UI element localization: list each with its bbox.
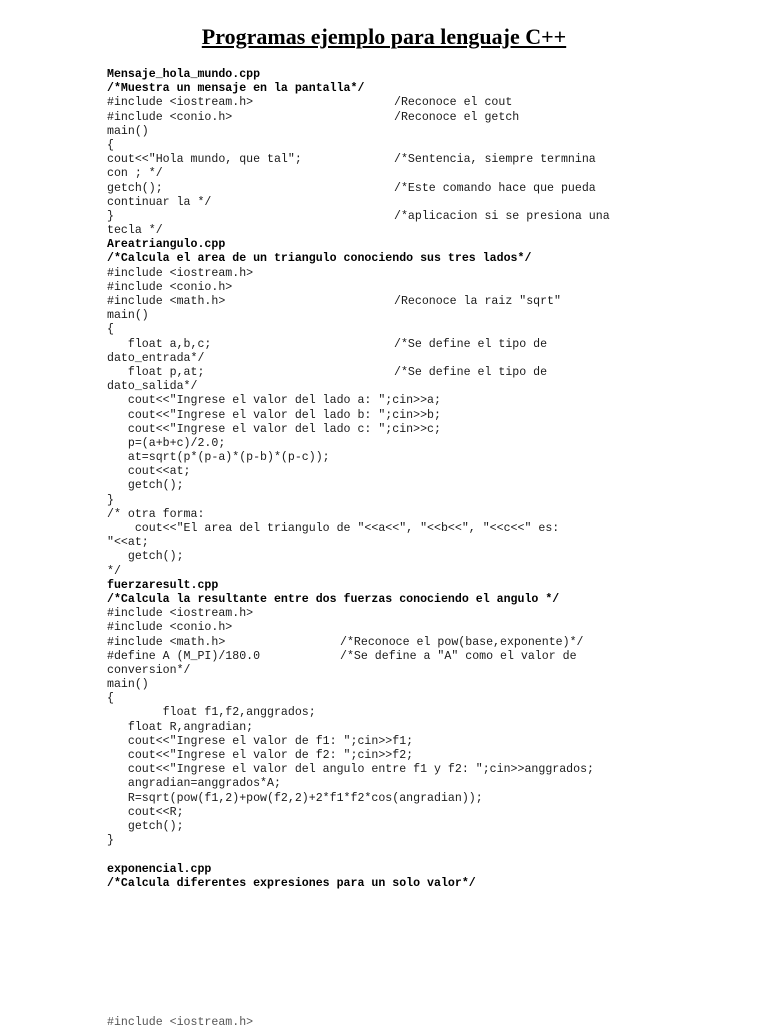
code-line: {	[107, 323, 114, 337]
code-comment: /*Se define el tipo de	[394, 337, 548, 351]
code-line: cout<<"Ingrese el valor del angulo entre f1 y f2: ";cin>>anggrados;	[107, 763, 595, 777]
code-line: #include <conio.h> /Reconoce el getch	[107, 110, 520, 124]
code-line: float R,angradian;	[107, 720, 254, 734]
code-line: #include <iostream.h>	[107, 607, 254, 621]
code-line: float p,at; /*Se define el tipo de	[107, 365, 548, 379]
code-line: cout<<R;	[107, 805, 184, 819]
code-line: #include <math.h> /Reconoce la raiz "sqrt"	[107, 295, 561, 308]
code-line: R=sqrt(pow(f1,2)+pow(f2,2)+2*f1*f2*cos(angradian));	[107, 791, 483, 805]
code-line: } /*aplicacion si se presiona una	[107, 209, 610, 223]
code-line: #define A (M_PI)/180.0 /*Se define a "A" como el valor de	[107, 649, 577, 663]
code-line: */	[107, 564, 121, 578]
code-line: float f1,f2,anggrados;	[107, 706, 316, 720]
code-line: main()	[107, 678, 149, 692]
code-line: conversion*/	[107, 663, 191, 677]
code-line: dato_entrada*/	[107, 351, 205, 365]
code-line: getch();	[107, 819, 184, 833]
section-heading-hola-mundo: /*Muestra un mensaje en la pantalla*/	[107, 82, 365, 96]
code-line: getch();	[107, 479, 184, 493]
code-line: #include <conio.h>	[107, 621, 233, 635]
code-line: #include <math.h> /*Reconoce el pow(base,exponente)*/	[107, 635, 584, 649]
section-heading-exponencial: /*Calcula diferentes expresiones para un solo valor*/	[107, 876, 476, 890]
code-comment: /*Se define a "A" como el valor de	[340, 649, 577, 663]
code-comment: /*aplicacion si se presiona una	[394, 209, 610, 223]
filename-hola-mundo: Mensaje_hola_mundo.cpp	[107, 68, 261, 81]
code-line: angradian=anggrados*A;	[107, 777, 281, 791]
code-line: getch(); /*Este comando hace que pueda	[107, 181, 596, 195]
code-line: float a,b,c; /*Se define el tipo de	[107, 337, 548, 351]
code-line: cout<<"Ingrese el valor de f1: ";cin>>f1;	[107, 734, 414, 748]
code-comment: /*Este comando hace que pueda	[394, 181, 596, 195]
code-line: con ; */	[107, 167, 163, 181]
cutoff-code-line: #include <iostream.h>	[107, 1016, 254, 1029]
code-line: continuar la */	[107, 195, 212, 209]
code-line: #include <conio.h>	[107, 280, 233, 294]
filename-exponencial: exponencial.cpp	[107, 862, 212, 876]
code-line: #include <iostream.h>	[107, 266, 254, 280]
blank-line	[107, 848, 747, 862]
code-comment: /Reconoce la raiz "sqrt"	[394, 295, 561, 308]
page-title: Programas ejemplo para lenguaje C++	[201, 24, 567, 49]
section-heading-areatriangulo: /*Calcula el area de un triangulo conociendo sus tres lados*/	[107, 252, 532, 266]
code-line: "<<at;	[107, 536, 149, 550]
code-line: cout<<"Hola mundo, que tal"; /*Sentencia, siempre termnina	[107, 153, 596, 167]
code-line: cout<<"Ingrese el valor del lado c: ";cin>>c;	[107, 422, 441, 436]
code-line: dato_salida*/	[107, 380, 198, 394]
code-comment: /Reconoce el cout	[394, 96, 513, 110]
code-line: }	[107, 493, 114, 507]
filename-areatriangulo: Areatriangulo.cpp	[107, 238, 226, 252]
code-line: cout<<at;	[107, 465, 191, 479]
code-line: cout<<"Ingrese el valor del lado b: ";cin>>b;	[107, 408, 441, 422]
code-line: cout<<"El area del triangulo de "<<a<<", "<<b<<", "<<c<<" es:	[107, 522, 560, 535]
code-line: {	[107, 692, 114, 706]
code-comment: /*Reconoce el pow(base,exponente)*/	[340, 635, 584, 649]
code-line: main()	[107, 124, 149, 138]
code-line: cout<<"Ingrese el valor del lado a: ";cin>>a;	[107, 394, 441, 408]
code-listing	[107, 68, 747, 891]
code-line: p=(a+b+c)/2.0;	[107, 436, 226, 450]
code-line: /* otra forma:	[107, 507, 205, 521]
filename-fuerzaresult: fuerzaresult.cpp	[107, 578, 219, 592]
code-line: tecla */	[107, 224, 163, 238]
code-line: cout<<"Ingrese el valor de f2: ";cin>>f2;	[107, 749, 414, 762]
code-comment: /Reconoce el getch	[394, 110, 520, 124]
code-line: }	[107, 834, 114, 848]
code-comment: /*Sentencia, siempre termnina	[394, 153, 596, 167]
code-line: {	[107, 138, 114, 152]
code-comment: /*Se define el tipo de	[394, 365, 548, 379]
code-line: main()	[107, 309, 149, 323]
code-line: at=sqrt(p*(p-a)*(p-b)*(p-c));	[107, 451, 330, 465]
code-line: getch();	[107, 550, 184, 564]
section-heading-fuerzaresult: /*Calcula la resultante entre dos fuerzas conociendo el angulo */	[107, 592, 560, 606]
code-line: #include <iostream.h> /Reconoce el cout	[107, 96, 513, 110]
